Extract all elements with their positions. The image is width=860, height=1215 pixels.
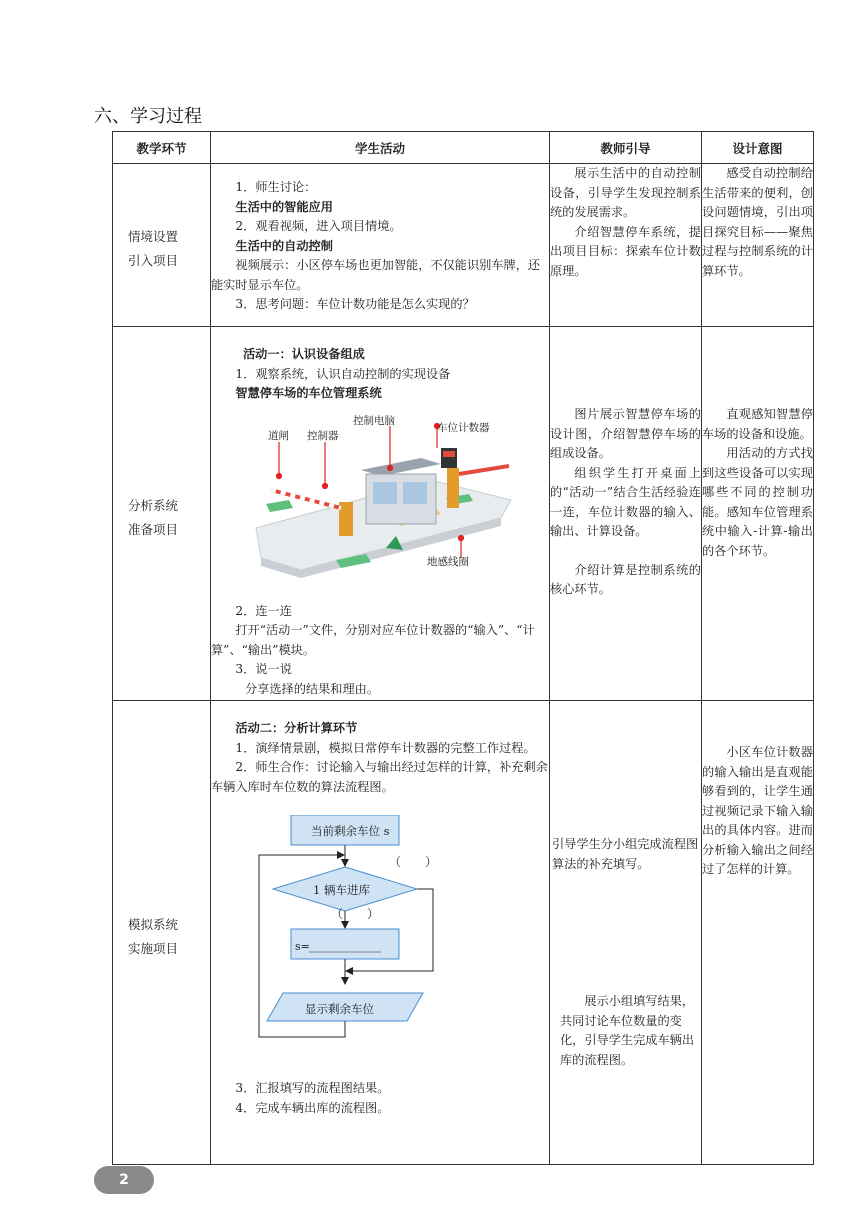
- label-barrier: 道闸: [268, 429, 289, 442]
- student-activity-cell: [211, 327, 550, 701]
- teacher-guidance-cell: [550, 164, 702, 327]
- student-activity-cell: [211, 701, 550, 1165]
- stage-line: 引入项目: [128, 253, 179, 268]
- flow-assignment: s=: [295, 940, 310, 953]
- activity-heading: 活动二：分析计算环节: [235, 721, 358, 735]
- teacher-guidance-cell: [550, 327, 702, 701]
- stage-cell: [113, 701, 211, 1165]
- algorithm-flowchart: [251, 815, 511, 1085]
- activity-line: 2．连一连: [235, 603, 292, 618]
- stage-line: 模拟系统: [128, 916, 179, 932]
- table-row: [113, 327, 814, 701]
- activity-subtitle: 生活中的自动控制: [235, 238, 333, 253]
- table-row: [113, 164, 814, 327]
- table-header-row: [113, 132, 814, 164]
- activity-line: 1．演绎情景剧，模拟日常停车计数器的完整工作过程。: [235, 740, 536, 755]
- student-activity-cell: [211, 164, 550, 327]
- flow-blank-no: （ ）: [331, 907, 380, 921]
- label-computer: 控制电脑: [353, 414, 395, 427]
- label-ground-loop: 地感线圈: [427, 555, 469, 568]
- stage-cell: [113, 164, 211, 327]
- page-number-badge: 2: [94, 1166, 154, 1194]
- activity-line: 打开“活动一”文件，分别对应车位计数器的“输入”、“计算”、“输出”模块。: [211, 623, 535, 657]
- header-stage: 教学环节: [113, 132, 211, 164]
- teacher-text: 图片展示智慧停车场的设计图，介绍智慧停车场的组成设备。: [550, 407, 701, 460]
- flow-blank-yes: （ ）: [389, 855, 438, 869]
- design-intent-cell: [702, 327, 814, 701]
- teacher-text: 展示小组填写结果，共同讨论车位数量的变化，引导学生完成车辆出库的流程图。: [560, 994, 695, 1067]
- activity-line: 1．师生讨论：: [235, 180, 317, 194]
- activity-heading: 活动一：认识设备组成: [243, 347, 365, 361]
- header-design-intent: 设计意图: [702, 132, 814, 164]
- teacher-text: 引导学生分小组完成流程图算法的补充填写。: [552, 837, 699, 871]
- label-counter: 车位计数器: [437, 421, 490, 434]
- intent-text: 感受自动控制给生活带来的便利，创设问题情境，引出项目探究目标——聚焦过程与控制系统的计算环节。: [702, 166, 813, 278]
- activity-line: 3．汇报填写的流程图结果。: [235, 1081, 390, 1095]
- flowchart-shapes: [251, 815, 511, 1085]
- stage-line: 准备项目: [128, 521, 179, 537]
- activity-line: 分享选择的结果和理由。: [245, 681, 380, 696]
- section-title: 六、学习过程: [94, 106, 202, 127]
- teacher-text: 组织学生打开桌面上的“活动一”结合生活经验连一连，车位计数器的输入、输出、计算设备。: [550, 465, 701, 538]
- teacher-text: 介绍智慧停车系统，提出项目目标：探索车位计数原理。: [550, 224, 701, 278]
- stage-line: 情境设置: [128, 229, 179, 244]
- flow-display-spaces: 显示剩余车位: [305, 1002, 374, 1016]
- activity-subtitle: 智慧停车场的车位管理系统: [235, 386, 382, 400]
- activity-line: 2．观看视频，进入项目情境。: [235, 219, 402, 233]
- activity-line: 2．师生合作：讨论输入与输出经过怎样的计算，补充剩余车辆入库时车位数的算法流程图。: [211, 760, 548, 794]
- intent-text: 小区车位计数器的输入输出是直观能够看到的，让学生通过视频记录下输入输出的具体内容。进而分析输入输出之间经过了怎样的计算。: [702, 745, 813, 876]
- intent-text: 直观感知智慧停车场的设备和设施。: [702, 407, 813, 441]
- activity-line: 3．说一说: [235, 662, 292, 676]
- activity-line: 4．完成车辆出库的流程图。: [235, 1100, 390, 1115]
- flow-car-enters: 1 辆车进库: [313, 883, 370, 897]
- parking-system-illustration: [241, 408, 551, 580]
- activity-line: 视频展示：小区停车场也更加智能，不仅能识别车牌，还能实时显示车位。: [211, 258, 541, 292]
- label-controller: 控制器: [307, 429, 339, 442]
- activity-line: 3．思考问题：车位计数功能是怎么实现的？: [235, 297, 475, 311]
- design-intent-cell: [702, 701, 814, 1165]
- activity-subtitle: 生活中的智能应用: [235, 199, 333, 214]
- header-teacher-guidance: 教师引导: [550, 132, 702, 164]
- table-row: [113, 701, 814, 1165]
- intent-text: 用活动的方式找到这些设备可以实现哪些不同的控制功能。感知车位管理系统中输入-计算-输出的各个环节。: [702, 446, 813, 558]
- learning-process-table: [112, 131, 814, 1165]
- stage-line: 实施项目: [128, 940, 179, 956]
- teacher-guidance-cell: [550, 701, 702, 1165]
- stage-cell: [113, 327, 211, 701]
- header-student-activity: 学生活动: [211, 132, 550, 164]
- teacher-text: 介绍计算是控制系统的核心环节。: [550, 562, 701, 596]
- teacher-text: 展示生活中的自动控制设备，引导学生发现控制系统的发展需求。: [550, 166, 701, 219]
- stage-line: 分析系统: [128, 497, 179, 513]
- design-intent-cell: [702, 164, 814, 327]
- activity-line: 1．观察系统，认识自动控制的实现设备: [235, 366, 451, 381]
- flow-current-spaces: 当前剩余车位 s: [311, 824, 390, 838]
